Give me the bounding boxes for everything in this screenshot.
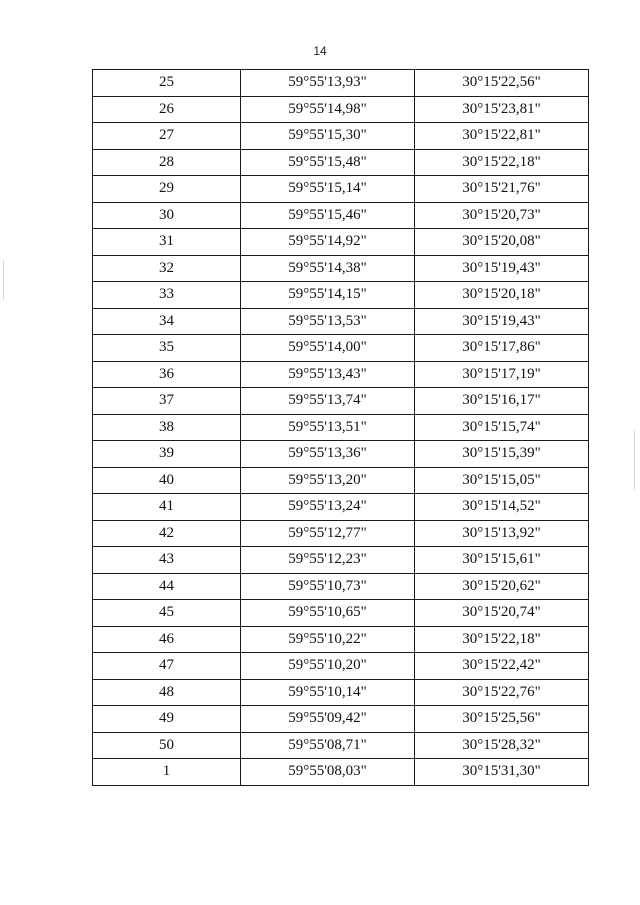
point-number-cell: 40 [93,467,241,494]
latitude-cell: 59°55'12,23" [241,547,415,574]
longitude-cell: 30°15'20,73" [415,202,589,229]
point-number-cell: 48 [93,679,241,706]
table-row [93,282,589,309]
longitude-cell: 30°15'19,43" [415,255,589,282]
longitude-cell: 30°15'15,39" [415,441,589,468]
longitude-cell: 30°15'14,52" [415,494,589,521]
point-number-cell: 33 [93,282,241,309]
table-row [93,308,589,335]
table-row [93,759,589,786]
table-row [93,70,589,97]
latitude-cell: 59°55'10,20" [241,653,415,680]
point-number-cell: 25 [93,70,241,97]
point-number-cell: 27 [93,123,241,150]
latitude-cell: 59°55'15,30" [241,123,415,150]
point-number-cell: 41 [93,494,241,521]
coordinates-table-body [93,70,589,786]
table-row [93,149,589,176]
latitude-cell: 59°55'13,74" [241,388,415,415]
latitude-cell: 59°55'10,65" [241,600,415,627]
point-number-cell: 50 [93,732,241,759]
latitude-cell: 59°55'13,43" [241,361,415,388]
latitude-cell: 59°55'14,38" [241,255,415,282]
longitude-cell: 30°15'22,18" [415,626,589,653]
latitude-cell: 59°55'14,92" [241,229,415,256]
point-number-cell: 39 [93,441,241,468]
coordinates-table [92,69,589,786]
table-row [93,494,589,521]
longitude-cell: 30°15'22,56" [415,70,589,97]
latitude-cell: 59°55'14,15" [241,282,415,309]
longitude-cell: 30°15'22,18" [415,149,589,176]
table-row [93,414,589,441]
longitude-cell: 30°15'15,61" [415,547,589,574]
point-number-cell: 42 [93,520,241,547]
longitude-cell: 30°15'16,17" [415,388,589,415]
latitude-cell: 59°55'15,48" [241,149,415,176]
point-number-cell: 34 [93,308,241,335]
point-number-cell: 46 [93,626,241,653]
latitude-cell: 59°55'10,73" [241,573,415,600]
latitude-cell: 59°55'08,03" [241,759,415,786]
latitude-cell: 59°55'15,14" [241,176,415,203]
point-number-cell: 37 [93,388,241,415]
table-row [93,547,589,574]
latitude-cell: 59°55'15,46" [241,202,415,229]
longitude-cell: 30°15'22,42" [415,653,589,680]
longitude-cell: 30°15'19,43" [415,308,589,335]
table-row [93,467,589,494]
point-number-cell: 45 [93,600,241,627]
table-row [93,388,589,415]
longitude-cell: 30°15'25,56" [415,706,589,733]
table-row [93,520,589,547]
table-row [93,679,589,706]
table-row [93,626,589,653]
longitude-cell: 30°15'20,74" [415,600,589,627]
point-number-cell: 35 [93,335,241,362]
longitude-cell: 30°15'20,18" [415,282,589,309]
table-row [93,361,589,388]
longitude-cell: 30°15'15,05" [415,467,589,494]
table-row [93,441,589,468]
table-row [93,653,589,680]
longitude-cell: 30°15'17,19" [415,361,589,388]
point-number-cell: 38 [93,414,241,441]
point-number-cell: 44 [93,573,241,600]
latitude-cell: 59°55'14,00" [241,335,415,362]
longitude-cell: 30°15'22,81" [415,123,589,150]
table-row [93,202,589,229]
latitude-cell: 59°55'13,24" [241,494,415,521]
longitude-cell: 30°15'20,62" [415,573,589,600]
point-number-cell: 32 [93,255,241,282]
page-number: 14 [313,44,327,58]
table-row [93,706,589,733]
scan-edge-mark-right [634,430,635,490]
table-row [93,176,589,203]
latitude-cell: 59°55'10,14" [241,679,415,706]
longitude-cell: 30°15'17,86" [415,335,589,362]
scan-edge-mark-left [3,260,4,300]
longitude-cell: 30°15'21,76" [415,176,589,203]
table-row [93,573,589,600]
point-number-cell: 30 [93,202,241,229]
point-number-cell: 1 [93,759,241,786]
point-number-cell: 28 [93,149,241,176]
point-number-cell: 29 [93,176,241,203]
point-number-cell: 31 [93,229,241,256]
latitude-cell: 59°55'12,77" [241,520,415,547]
point-number-cell: 26 [93,96,241,123]
table-row [93,229,589,256]
latitude-cell: 59°55'09,42" [241,706,415,733]
latitude-cell: 59°55'13,20" [241,467,415,494]
table-row [93,732,589,759]
longitude-cell: 30°15'31,30" [415,759,589,786]
latitude-cell: 59°55'08,71" [241,732,415,759]
table-row [93,255,589,282]
table-row [93,335,589,362]
latitude-cell: 59°55'14,98" [241,96,415,123]
table-row [93,96,589,123]
latitude-cell: 59°55'13,36" [241,441,415,468]
longitude-cell: 30°15'13,92" [415,520,589,547]
latitude-cell: 59°55'13,93" [241,70,415,97]
latitude-cell: 59°55'13,51" [241,414,415,441]
table-row [93,123,589,150]
latitude-cell: 59°55'13,53" [241,308,415,335]
point-number-cell: 47 [93,653,241,680]
longitude-cell: 30°15'22,76" [415,679,589,706]
point-number-cell: 43 [93,547,241,574]
longitude-cell: 30°15'28,32" [415,732,589,759]
longitude-cell: 30°15'15,74" [415,414,589,441]
point-number-cell: 49 [93,706,241,733]
table-row [93,600,589,627]
longitude-cell: 30°15'23,81" [415,96,589,123]
latitude-cell: 59°55'10,22" [241,626,415,653]
point-number-cell: 36 [93,361,241,388]
longitude-cell: 30°15'20,08" [415,229,589,256]
